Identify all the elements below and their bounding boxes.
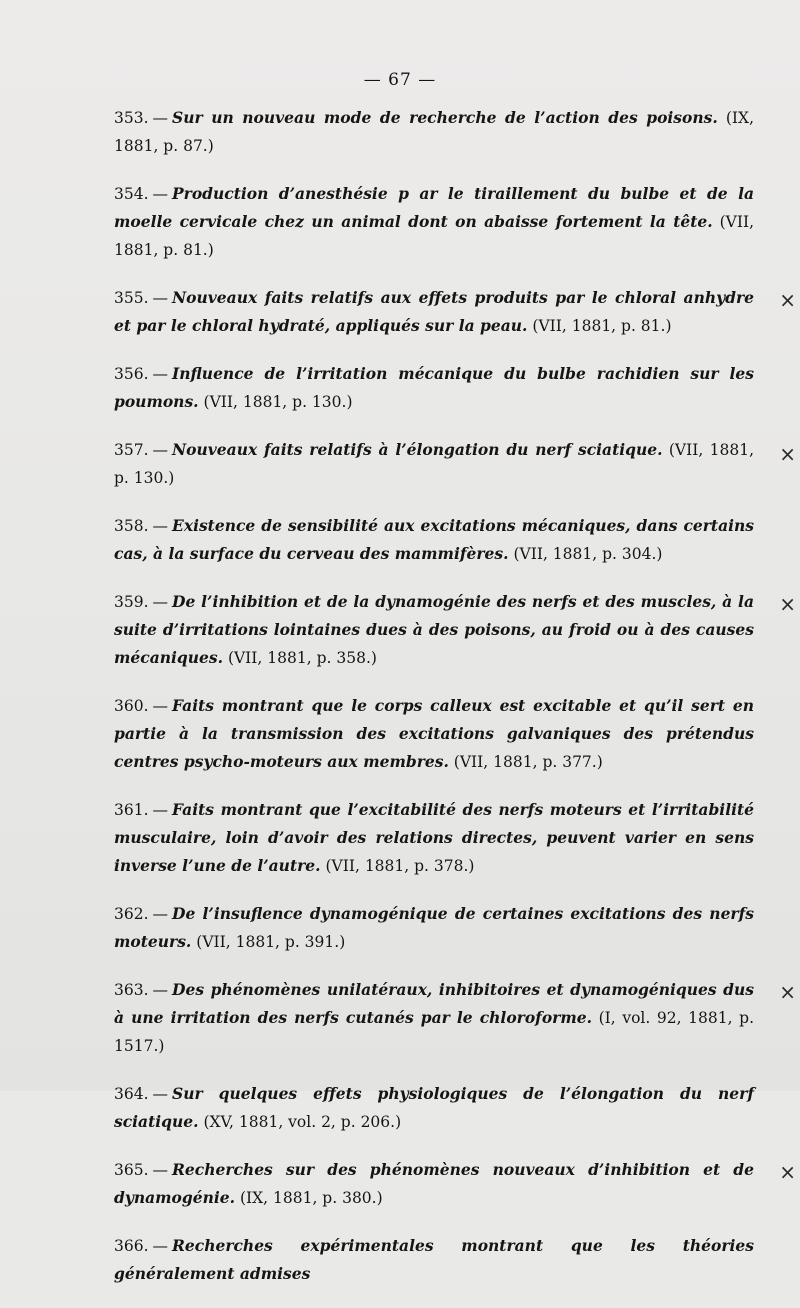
entry-reference: (XV, 1881, vol. 2, p. 206.): [203, 1113, 402, 1131]
entry-title: Sur un nouveau mode de recherche de l’action des poisons.: [172, 108, 718, 127]
entry-reference: (VII, 1881, p. 358.): [227, 649, 377, 667]
margin-cross-mark: ×: [779, 442, 796, 466]
list-item: 361. — Faits montrant que l’excitabilité des nerfs moteurs et l’irritabilité musculaire, loin d’avoir des relations directes, peuvent varier en sens inverse l’une de l’autre. (VII, 1881, p. 378.): [114, 800, 754, 875]
entry-title: Faits montrant que l’excitabilité des nerfs moteurs et l’irritabilité musculaire, loin d’avoir des relations directes, peuvent varier en sens inverse l’une de l’autre.: [114, 800, 754, 875]
entry-number: 358.: [114, 517, 149, 535]
entry-reference: (VII, 1881, p. 377.): [453, 753, 603, 771]
entry-reference: (VII, 1881, p. 81.): [532, 317, 672, 335]
entry-number: 365.: [114, 1161, 149, 1179]
list-item: × 359. — De l’inhibition et de la dynamogénie des nerfs et des muscles, à la suite d’irritations lointaines dues à des poisons, au froid ou à des causes mécaniques. (VII, 1881, p. 358.): [114, 592, 796, 667]
entry-reference: (VII, 1881, p. 81.): [114, 213, 755, 259]
list-item: × 357. — Nouveaux faits relatifs à l’élongation du nerf sciatique. (VII, 1881, p. 130.): [114, 440, 796, 487]
list-item: 366. — Recherches expérimentales montrant que les théories généralement admises: [114, 1236, 754, 1283]
entry-reference: (I, vol. 92, 1881, p. 1517.): [114, 1009, 755, 1055]
entry-reference: (IX, 1881, p. 380.): [239, 1189, 383, 1207]
entry-title: Faits montrant que le corps calleux est excitable et qu’il sert en partie à la transmission des excitations galvaniques des prétendus centres psycho-moteurs aux membres.: [114, 696, 754, 771]
entry-number: 357.: [114, 441, 149, 459]
margin-cross-mark: ×: [779, 288, 796, 312]
entry-reference: (IX, 1881, p. 87.): [114, 109, 754, 155]
list-item: 353. — Sur un nouveau mode de recherche de l’action des poisons. (IX, 1881, p. 87.): [114, 108, 754, 155]
list-item: × 363. — Des phénomènes unilatéraux, inhibitoires et dynamogéniques dus à une irritation des nerfs cutanés par le chloroforme. (I, vol. 92, 1881, p. 1517.): [114, 980, 796, 1055]
entry-reference: (VII, 1881, p. 130.): [203, 393, 353, 411]
entry-reference: (VII, 1881, p. 391.): [196, 933, 346, 951]
entry-title: Sur quelques effets physiologiques de l’élongation du nerf sciatique.: [114, 1084, 754, 1131]
entry-number: 359.: [114, 593, 149, 611]
entry-reference: (VII, 1881, p. 304.): [513, 545, 663, 563]
list-item: 354. — Production d’anesthésie p ar le tiraillement du bulbe et de la moelle cervicale chez un animal dont on abaisse fortement la tête. (VII, 1881, p. 81.): [114, 184, 755, 259]
entry-number: 363.: [114, 981, 149, 999]
list-item: 356. — Influence de l’irritation mécanique du bulbe rachidien sur les poumons. (VII, 1881, p. 130.): [114, 364, 754, 411]
bibliography-list: [114, 104, 796, 1308]
entry-title: Recherches expérimentales montrant que les théories généralement admises: [114, 1236, 754, 1283]
entry-number: 360.: [114, 697, 149, 715]
entry-title: Nouveaux faits relatifs à l’élongation du nerf sciatique.: [172, 440, 663, 459]
entry-title: Influence de l’irritation mécanique du bulbe rachidien sur les poumons.: [114, 364, 754, 411]
margin-cross-mark: ×: [779, 980, 796, 1004]
entry-title: Nouveaux faits relatifs aux effets produits par le chloral anhydre et par le chloral hydraté, appliqués sur la peau.: [114, 288, 754, 335]
entry-number: 366.: [114, 1237, 149, 1255]
list-item: 358. — Existence de sensibilité aux excitations mécaniques, dans certains cas, à la surface du cerveau des mammifères. (VII, 1881, p. 304.): [114, 516, 754, 563]
list-item: 360. — Faits montrant que le corps calleux est excitable et qu’il sert en partie à la transmission des excitations galvaniques des prétendus centres psycho-moteurs aux membres. (VII, 1881, p. 377.): [114, 696, 754, 771]
entry-title: Des phénomènes unilatéraux, inhibitoires et dynamogéniques dus à une irritation des nerfs cutanés par le chloroforme.: [114, 980, 754, 1027]
entry-number: 356.: [114, 365, 149, 383]
entry-reference: (VII, 1881, p. 378.): [325, 857, 475, 875]
list-item: 362. — De l’insuflence dynamogénique de certaines excitations des nerfs moteurs. (VII, 1881, p. 391.): [114, 904, 754, 951]
list-item: 364. — Sur quelques effets physiologiques de l’élongation du nerf sciatique. (XV, 1881, vol. 2, p. 206.): [114, 1084, 754, 1131]
entry-title: Existence de sensibilité aux excitations mécaniques, dans certains cas, à la surface du cerveau des mammifères.: [114, 516, 754, 563]
entry-number: 353.: [114, 109, 149, 127]
list-item: × 365. — Recherches sur des phénomènes nouveaux d’inhibition et de dynamogénie. (IX, 1881, p. 380.): [114, 1160, 796, 1207]
margin-cross-mark: ×: [779, 1160, 796, 1184]
entry-number: 354.: [114, 185, 149, 203]
entry-title: Production d’anesthésie p ar le tiraillement du bulbe et de la moelle cervicale chez un animal dont on abaisse fortement la tête.: [114, 184, 754, 231]
entry-number: 364.: [114, 1085, 149, 1103]
entry-number: 361.: [114, 801, 149, 819]
entry-reference: (VII, 1881, p. 130.): [114, 441, 754, 487]
entry-title: De l’insuflence dynamogénique de certaines excitations des nerfs moteurs.: [114, 904, 754, 951]
margin-cross-mark: ×: [779, 592, 796, 616]
entry-title: De l’inhibition et de la dynamogénie des nerfs et des muscles, à la suite d’irritations lointaines dues à des poisons, au froid ou à des causes mécaniques.: [114, 592, 754, 667]
entry-number: 362.: [114, 905, 149, 923]
list-item: × 355. — Nouveaux faits relatifs aux effets produits par le chloral anhydre et par le chloral hydraté, appliqués sur la peau. (VII, 1881, p. 81.): [114, 288, 796, 335]
page-number: — 67 —: [363, 70, 437, 90]
entry-number: 355.: [114, 289, 149, 307]
entry-title: Recherches sur des phénomènes nouveaux d’inhibition et de dynamogénie.: [114, 1160, 754, 1207]
